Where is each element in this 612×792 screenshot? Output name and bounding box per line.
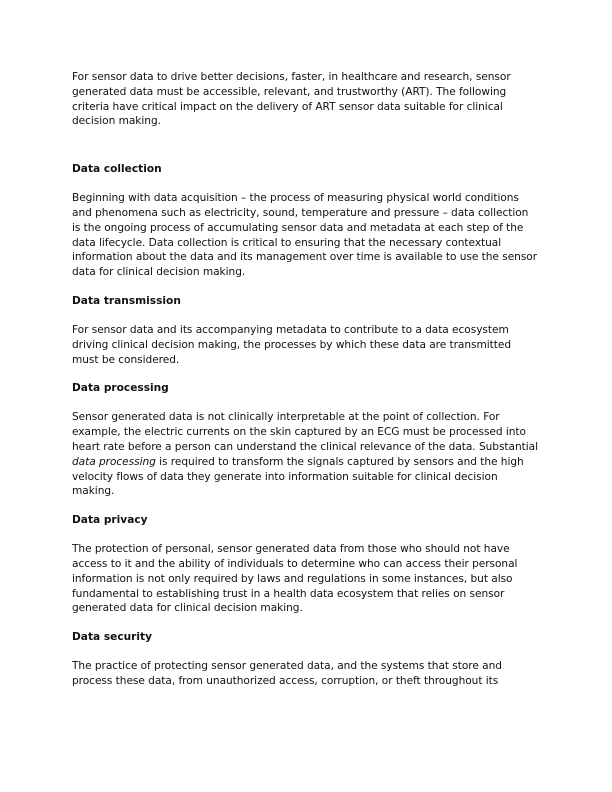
section-data-collection	[72, 162, 540, 280]
section-paragraph: Beginning with data acquisition – the process of measuring physical world conditions and phenomena such as electricity, sound, temperature and pressure – data collection is the ongoing process of accumulating sensor data and metadata at each step of the data lifecycle. Data collection is critical to ensuring that the necessary contextual information about the data and its management over time is available to use the sensor data for clinical decision making.	[72, 192, 538, 279]
paragraph-text: is required to transform the signals captured by sensors and the high velocity flows of data they generate into information suitable for clinical decision making.	[72, 455, 524, 498]
section-data-transmission	[72, 294, 540, 367]
section-data-processing	[72, 381, 540, 499]
section-heading: Data processing	[72, 382, 169, 395]
emphasized-text: data processing	[72, 455, 156, 468]
section-paragraph	[72, 410, 540, 499]
section-paragraph: The protection of personal, sensor generated data from those who should not have access to it and the ability of individuals to determine who can access their personal information is not only required by laws and regulations in some instances, but also fundamental to establishing trust in a health data ecosystem that relies on sensor generated data for clinical decision making.	[72, 543, 518, 615]
section-heading: Data privacy	[72, 514, 148, 527]
section-heading: Data transmission	[72, 294, 181, 307]
intro-paragraph: For sensor data to drive better decisions, faster, in healthcare and research, sensor generated data must be accessible, relevant, and trustworthy (ART). The following criteria have critical impact on the delivery of ART sensor data suitable for clinical decision making.	[72, 71, 511, 128]
section-data-security	[72, 630, 540, 689]
section-heading: Data security	[72, 631, 152, 644]
section-paragraph: The practice of protecting sensor generated data, and the systems that store and process these data, from unauthorized access, corruption, or theft throughout its	[72, 660, 502, 687]
paragraph-text: Sensor generated data is not clinically interpretable at the point of collection. For example, the electric currents on the skin captured by an ECG must be processed into heart rate before a person can understand the clinical relevance of the data. Substantial	[72, 411, 538, 453]
section-heading: Data collection	[72, 163, 162, 176]
section-paragraph: For sensor data and its accompanying metadata to contribute to a data ecosystem driving clinical decision making, the processes by which these data are transmitted must be considered.	[72, 323, 512, 366]
document-page	[72, 70, 540, 689]
section-data-privacy	[72, 513, 540, 616]
